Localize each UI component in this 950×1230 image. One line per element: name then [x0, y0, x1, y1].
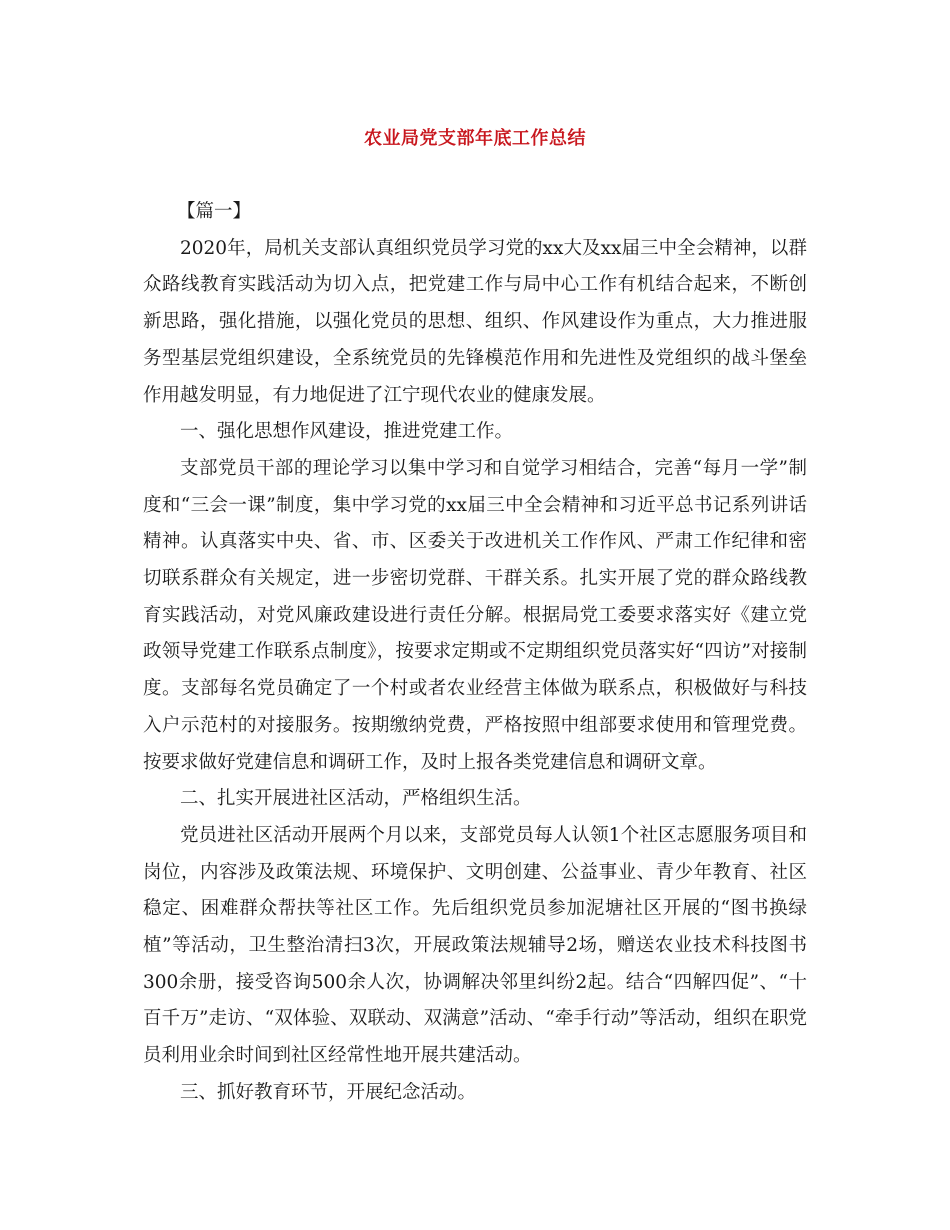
section-tag: 【篇一】	[177, 201, 252, 222]
paragraph-section-2: 党员进社区活动开展两个月以来，支部党员每人认领1个社区志愿服务项目和岗位，内容涉及政策法规、环境保护、文明创建、公益事业、青少年教育、社区稳定、困难群众帮扶等社区工作。先后组织党员参加泥塘社区开展的“图书换绿植”等活动，卫生整治清扫3次，开展政策法规辅导2场，赠送农业技术科技图书300余册，接受咨询500余人次，协调解决邻里纠纷2起。结合“四解四促”、“十百千万”走访、“双体验、双联动、双满意”活动、“牵手行动”等活动，组织在职党员利用业余时间到社区经常性地开展共建活动。	[143, 824, 807, 1067]
paragraph-section-1: 支部党员干部的理论学习以集中学习和自觉学习相结合，完善“每月一学”制度和“三会一课”制度，集中学习党的xx届三中全会精神和习近平总书记系列讲话精神。认真落实中央、省、市、区委关于改进机关工作作风、严肃工作纪律和密切联系群众有关规定，进一步密切党群、干群关系。扎实开展了党的群众路线教育实践活动，对党风廉政建设进行责任分解。根据局党工委要求落实好《建立党政领导党建工作联系点制度》，按要求定期或不定期组织党员落实好“四访”对接制度。支部每名党员确定了一个村或者农业经营主体做为联系点，积极做好与科技入户示范村的对接服务。按期缴纳党费，严格按照中组部要求使用和管理党费。按要求做好党建信息和调研工作，及时上报各类党建信息和调研文章。	[143, 457, 807, 773]
document-title: 农业局党支部年底工作总结	[364, 128, 586, 149]
heading-section-3: 三、抓好教育环节，开展纪念活动。	[180, 1081, 477, 1103]
heading-section-2: 二、扎实开展进社区活动，严格组织生活。	[180, 788, 532, 810]
heading-section-1: 一、强化思想作风建设，推进党建工作。	[180, 421, 514, 443]
paragraph-intro: 2020年，局机关支部认真组织党员学习党的xx大及xx届三中全会精神，以群众路线教育实践活动为切入点，把党建工作与局中心工作有机结合起来，不断创新思路，强化措施，以强化党员的思想、组织、作风建设作为重点，大力推进服务型基层党组织建设，全系统党员的先锋模范作用和先进性及党组织的战斗堡垒作用越发明显，有力地促进了江宁现代农业的健康发展。	[143, 237, 807, 406]
document-body	[143, 194, 807, 1112]
